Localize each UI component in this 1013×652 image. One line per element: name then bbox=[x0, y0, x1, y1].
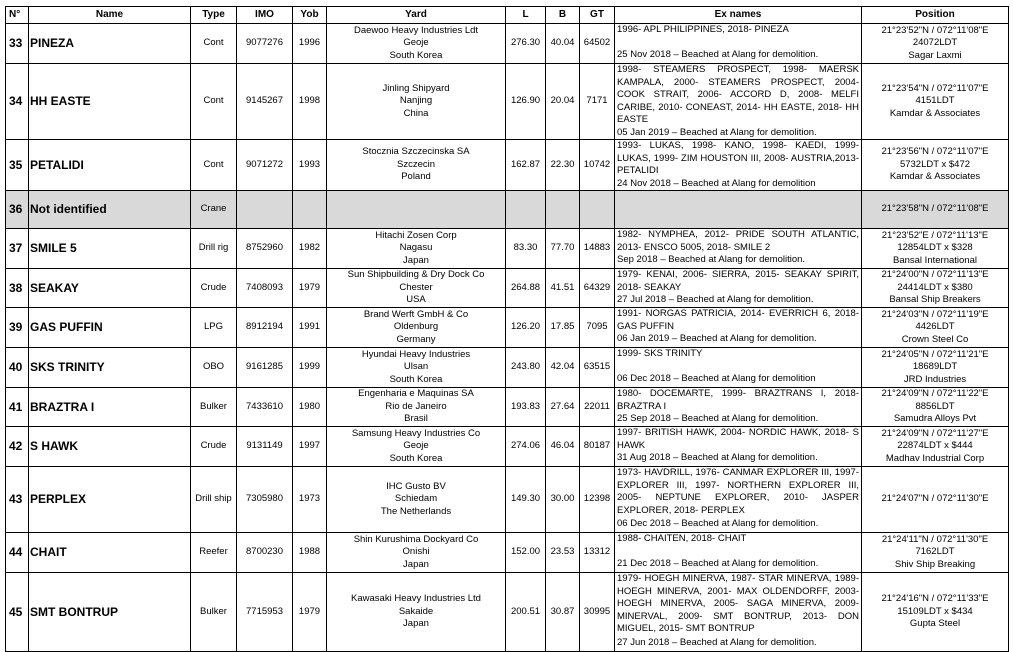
cell-no: 36 bbox=[6, 191, 29, 229]
demolition-note: 25 Sep 2018 – Beached at Alang for demolition. bbox=[617, 413, 819, 424]
position-line: 4426LDT bbox=[915, 321, 955, 333]
ex-names-text: 1993- LUKAS, 1998- KANO, 1998- KAEDI, 1999- LUKAS, 1999- ZIM HOUSTON III, 2008- AUSTRIA,2013- PETALIDI bbox=[617, 140, 859, 176]
cell-length: 126.20 bbox=[506, 308, 546, 348]
table-row bbox=[6, 348, 1009, 388]
cell-ship-name: SKS TRINITY bbox=[29, 348, 191, 388]
table-row bbox=[6, 388, 1009, 427]
cell-length: 193.83 bbox=[506, 388, 546, 427]
position-line: JRD Industries bbox=[903, 373, 967, 385]
cell-ship-name: SEAKAY bbox=[29, 269, 191, 308]
ex-names-text: 1996- APL PHILIPPINES, 2018- PINEZA bbox=[617, 24, 789, 35]
cell-yard bbox=[327, 573, 506, 652]
yard-line: Samsung Heavy Industries Co bbox=[351, 427, 481, 439]
cell-type: OBO bbox=[191, 348, 237, 388]
demolition-note: 05 Jan 2019 – Beached at Alang for demolition. bbox=[617, 126, 817, 138]
yard-line: Oldenburg bbox=[393, 321, 439, 333]
cell-imo: 7408093 bbox=[237, 269, 293, 308]
position-line: 18689LDT bbox=[912, 361, 958, 373]
cell-imo: 7305980 bbox=[237, 467, 293, 533]
yard-line: China bbox=[403, 107, 429, 119]
cell-length: 162.87 bbox=[506, 140, 546, 191]
cell-yard bbox=[327, 140, 506, 191]
position-line: 21°23'58"N / 072°11'08"E bbox=[881, 203, 989, 215]
position-line: 21°23'52"E / 072°11'13"E bbox=[881, 229, 989, 241]
cell-beam: 30.87 bbox=[546, 573, 580, 652]
cell-gt bbox=[580, 191, 615, 229]
yard-line: South Korea bbox=[389, 373, 443, 385]
cell-gt: 63515 bbox=[580, 348, 615, 388]
cell-length: 200.51 bbox=[506, 573, 546, 652]
position-line: Shiv Ship Breaking bbox=[894, 558, 976, 570]
cell-position bbox=[862, 427, 1009, 467]
demolition-note: 25 Nov 2018 – Beached at Alang for demolition. bbox=[617, 48, 819, 60]
cell-length: 152.00 bbox=[506, 533, 546, 573]
table-row bbox=[6, 229, 1009, 269]
ex-names-text: 1988- CHAITEN, 2018- CHAIT bbox=[617, 533, 747, 544]
yard-line: Brasil bbox=[404, 413, 428, 425]
cell-gt: 7171 bbox=[580, 64, 615, 140]
cell-ex-names bbox=[615, 308, 862, 348]
position-line: 15109LDT x $434 bbox=[897, 605, 973, 617]
cell-type: Cont bbox=[191, 140, 237, 191]
cell-type: Cont bbox=[191, 24, 237, 64]
cell-position bbox=[862, 140, 1009, 191]
demolition-note: 24 Nov 2018 – Beached at Alang for demolition bbox=[617, 177, 816, 189]
cell-length bbox=[506, 191, 546, 229]
cell-no: 38 bbox=[6, 269, 29, 308]
cell-yob: 1988 bbox=[293, 533, 327, 573]
cell-ex-names bbox=[615, 467, 862, 533]
demolition-note: 06 Dec 2018 – Beached at Alang for demolition. bbox=[617, 518, 819, 529]
position-line: 21°23'54"N / 072°11'07"E bbox=[881, 82, 989, 94]
ex-names-text: 1999- SKS TRINITY bbox=[617, 348, 703, 359]
cell-position bbox=[862, 269, 1009, 308]
yard-line: Brand Werft GmbH & Co bbox=[363, 308, 469, 320]
cell-yob: 1991 bbox=[293, 308, 327, 348]
ex-names-text: 1979- KENAI, 2006- SIERRA, 2015- SEAKAY SPIRIT, 2018- SEAKAY bbox=[617, 269, 859, 293]
yard-line: Ulsan bbox=[403, 361, 429, 373]
cell-yob bbox=[293, 191, 327, 229]
position-line: Bansal Ship Breakers bbox=[889, 294, 981, 306]
demolition-note: 06 Jan 2019 – Beached at Alang for demolition. bbox=[617, 333, 817, 344]
cell-gt: 7095 bbox=[580, 308, 615, 348]
ship-demolition-table bbox=[5, 6, 1009, 652]
position-line: 21°24'00"N / 072°11'13"E bbox=[881, 269, 989, 281]
cell-yard bbox=[327, 229, 506, 269]
position-line: Sagar Laxmi bbox=[908, 49, 962, 61]
cell-yob: 1997 bbox=[293, 427, 327, 467]
cell-beam: 20.04 bbox=[546, 64, 580, 140]
yard-line: South Korea bbox=[389, 49, 443, 61]
yard-line: Sakaide bbox=[398, 605, 434, 617]
cell-type: Cont bbox=[191, 64, 237, 140]
ex-names-text: 1998- STEAMERS PROSPECT, 1998- MAERSK KAMPALA, 2000- STEAMERS PROSPECT, 2004- COOK STRAIT, 2006- ACCORD D, 2008- MELFI CARIBE, 2010- CONEAST, 2014- HH EASTE, 2018- HH EASTE bbox=[617, 64, 859, 125]
yard-line: Sun Shipbuilding & Dry Dock Co bbox=[347, 269, 485, 281]
cell-gt: 14883 bbox=[580, 229, 615, 269]
cell-ex-names bbox=[615, 348, 862, 388]
cell-ex-names bbox=[615, 24, 862, 64]
cell-yob: 1979 bbox=[293, 573, 327, 652]
position-line: 24072LDT bbox=[912, 37, 958, 49]
yard-line: Geoje bbox=[403, 440, 429, 452]
position-line: 21°24'09"N / 072°11'27"E bbox=[881, 427, 989, 439]
table-row bbox=[6, 269, 1009, 308]
cell-type: Crude bbox=[191, 269, 237, 308]
cell-gt: 10742 bbox=[580, 140, 615, 191]
cell-beam: 22.30 bbox=[546, 140, 580, 191]
cell-position bbox=[862, 308, 1009, 348]
yard-line: Nanjing bbox=[399, 95, 433, 107]
cell-beam: 40.04 bbox=[546, 24, 580, 64]
cell-yob: 1973 bbox=[293, 467, 327, 533]
cell-ship-name: PINEZA bbox=[29, 24, 191, 64]
cell-no: 41 bbox=[6, 388, 29, 427]
cell-ship-name: PETALIDI bbox=[29, 140, 191, 191]
cell-imo bbox=[237, 191, 293, 229]
cell-beam bbox=[546, 191, 580, 229]
cell-ship-name: BRAZTRA I bbox=[29, 388, 191, 427]
position-line: 22874LDT x $444 bbox=[897, 440, 973, 452]
cell-ex-names bbox=[615, 427, 862, 467]
cell-yard bbox=[327, 64, 506, 140]
yard-line: IHC Gusto BV bbox=[386, 480, 446, 492]
cell-ex-names bbox=[615, 229, 862, 269]
yard-line: Jinling Shipyard bbox=[382, 82, 450, 94]
cell-gt: 64329 bbox=[580, 269, 615, 308]
cell-position bbox=[862, 533, 1009, 573]
position-line: 21°24'07"N / 072°11'30"E bbox=[881, 493, 989, 505]
header-row bbox=[6, 7, 1009, 24]
cell-yob: 1999 bbox=[293, 348, 327, 388]
position-line: Bansal International bbox=[893, 254, 977, 266]
cell-position bbox=[862, 573, 1009, 652]
cell-type: LPG bbox=[191, 308, 237, 348]
cell-beam: 30.00 bbox=[546, 467, 580, 533]
cell-position bbox=[862, 388, 1009, 427]
cell-ex-names bbox=[615, 64, 862, 140]
cell-imo: 8752960 bbox=[237, 229, 293, 269]
position-line: Gupta Steel bbox=[909, 618, 961, 630]
cell-ship-name: S HAWK bbox=[29, 427, 191, 467]
yard-line: Schiedam bbox=[394, 493, 438, 505]
yard-line: Japan bbox=[403, 254, 429, 266]
cell-imo: 9161285 bbox=[237, 348, 293, 388]
position-line: 8856LDT bbox=[915, 400, 955, 412]
position-line: 7162LDT bbox=[915, 546, 955, 558]
ex-names-text: 1973- HAVDRILL, 1976- CANMAR EXPLORER III, 1997- EXPLORER III, 1997- NORTHERN EXPLORER III, 2005- NEPTUNE EXPLORER, 2010- JASPER EXPLORER, 2018- PERPLEX bbox=[617, 467, 859, 516]
table-row bbox=[6, 24, 1009, 64]
position-line: 5732LDT x $472 bbox=[899, 158, 971, 170]
cell-type: Bulker bbox=[191, 573, 237, 652]
cell-imo: 7715953 bbox=[237, 573, 293, 652]
cell-beam: 42.04 bbox=[546, 348, 580, 388]
cell-no: 42 bbox=[6, 427, 29, 467]
position-line: 21°24'09"N / 072°11'22"E bbox=[881, 388, 989, 400]
cell-imo: 9071272 bbox=[237, 140, 293, 191]
cell-position bbox=[862, 348, 1009, 388]
cell-type: Drill rig bbox=[191, 229, 237, 269]
demolition-note: 27 Jun 2018 – Beached at Alang for demolition. bbox=[617, 636, 817, 648]
cell-ship-name: CHAIT bbox=[29, 533, 191, 573]
ex-names-text: 1980- DOCEMARTE, 1999- BRAZTRANS I, 2018- BRAZTRA I bbox=[617, 388, 859, 412]
cell-no: 33 bbox=[6, 24, 29, 64]
position-line: Madhav Industrial Corp bbox=[885, 452, 985, 464]
cell-imo: 9145267 bbox=[237, 64, 293, 140]
cell-ship-name: GAS PUFFIN bbox=[29, 308, 191, 348]
position-line: 21°24'11"N / 072°11'30"E bbox=[881, 533, 989, 545]
cell-beam: 27.64 bbox=[546, 388, 580, 427]
col-header-name: Name bbox=[29, 7, 191, 24]
cell-ex-names bbox=[615, 269, 862, 308]
yard-line: Japan bbox=[403, 558, 429, 570]
cell-yard bbox=[327, 388, 506, 427]
cell-length: 126.90 bbox=[506, 64, 546, 140]
yard-line: Engenharia e Maquinas SA bbox=[358, 388, 474, 400]
col-header-position: Position bbox=[862, 7, 1009, 24]
cell-imo: 9077276 bbox=[237, 24, 293, 64]
cell-no: 45 bbox=[6, 573, 29, 652]
ex-names-text: 1979- HOEGH MINERVA, 1987- STAR MINERVA, 1989- HOEGH MINERVA, 2001- MAX OLDENDORFF, 2003- HOEGH MINERVA, 2005- SAGA MINERVA, 2009- MINERVAL, 2009- SMT BONTRUP, 2013- DON MIGUEL, 2015- SMT BONTRUP bbox=[617, 573, 859, 634]
col-header-length: L bbox=[506, 7, 546, 24]
cell-type: Drill ship bbox=[191, 467, 237, 533]
yard-line: Shin Kurushima Dockyard Co bbox=[353, 533, 479, 545]
yard-line: South Korea bbox=[389, 452, 443, 464]
table-body bbox=[6, 24, 1009, 652]
yard-line: Rio de Janeiro bbox=[385, 400, 447, 412]
cell-imo: 9131149 bbox=[237, 427, 293, 467]
cell-position bbox=[862, 64, 1009, 140]
col-header-yob: Yob bbox=[293, 7, 327, 24]
col-header-imo: IMO bbox=[237, 7, 293, 24]
position-line: Kamdar & Associates bbox=[889, 171, 981, 183]
cell-length: 149.30 bbox=[506, 467, 546, 533]
cell-beam: 23.53 bbox=[546, 533, 580, 573]
position-line: Kamdar & Associates bbox=[889, 107, 981, 119]
cell-no: 37 bbox=[6, 229, 29, 269]
yard-line: The Netherlands bbox=[380, 505, 452, 517]
cell-length: 274.06 bbox=[506, 427, 546, 467]
position-line: 21°24'05"N / 072°11'21"E bbox=[881, 348, 989, 360]
cell-gt: 30995 bbox=[580, 573, 615, 652]
cell-length: 243.80 bbox=[506, 348, 546, 388]
position-line: Crown Steel Co bbox=[901, 333, 969, 345]
yard-line: Germany bbox=[396, 333, 436, 345]
cell-length: 264.88 bbox=[506, 269, 546, 308]
demolition-note: 27 Jul 2018 – Beached at Alang for demolition. bbox=[617, 294, 814, 305]
position-line: 24414LDT x $380 bbox=[897, 281, 973, 293]
position-line: 4151LDT bbox=[915, 95, 955, 107]
table-row bbox=[6, 427, 1009, 467]
position-line: 12854LDT x $328 bbox=[897, 242, 973, 254]
cell-yob: 1998 bbox=[293, 64, 327, 140]
cell-no: 39 bbox=[6, 308, 29, 348]
cell-ex-names bbox=[615, 388, 862, 427]
cell-gt: 80187 bbox=[580, 427, 615, 467]
yard-line: Stocznia Szczecinska SA bbox=[362, 146, 470, 158]
table-row bbox=[6, 467, 1009, 533]
demolition-note: 06 Dec 2018 – Beached at Alang for demolition bbox=[617, 372, 816, 384]
yard-line: Onishi bbox=[402, 546, 430, 558]
col-header-type: Type bbox=[191, 7, 237, 24]
cell-gt: 64502 bbox=[580, 24, 615, 64]
cell-yard bbox=[327, 467, 506, 533]
yard-line: Szczecin bbox=[396, 158, 435, 170]
demolition-note: 31 Aug 2018 – Beached at Alang for demolition. bbox=[617, 452, 818, 463]
yard-line: Chester bbox=[399, 281, 433, 293]
cell-yard bbox=[327, 24, 506, 64]
yard-line: Nagasu bbox=[399, 242, 433, 254]
cell-ship-name: PERPLEX bbox=[29, 467, 191, 533]
cell-yob: 1979 bbox=[293, 269, 327, 308]
ex-names-text: 1982- NYMPHEA, 2012- PRIDE SOUTH ATLANTIC, 2013- ENSCO 5005, 2018- SMILE 2 bbox=[617, 229, 859, 253]
cell-no: 35 bbox=[6, 140, 29, 191]
cell-yob: 1982 bbox=[293, 229, 327, 269]
cell-gt: 13312 bbox=[580, 533, 615, 573]
cell-yard bbox=[327, 308, 506, 348]
cell-yard bbox=[327, 269, 506, 308]
cell-no: 34 bbox=[6, 64, 29, 140]
cell-length: 83.30 bbox=[506, 229, 546, 269]
cell-ex-names bbox=[615, 573, 862, 652]
cell-gt: 12398 bbox=[580, 467, 615, 533]
cell-yob: 1993 bbox=[293, 140, 327, 191]
position-line: 21°24'16"N / 072°11'33"E bbox=[881, 593, 989, 605]
yard-line: Hitachi Zosen Corp bbox=[375, 229, 457, 241]
cell-yard bbox=[327, 191, 506, 229]
cell-imo: 8912194 bbox=[237, 308, 293, 348]
position-line: 21°24'03"N / 072°11'19"E bbox=[881, 308, 989, 320]
cell-type: Crane bbox=[191, 191, 237, 229]
cell-imo: 7433610 bbox=[237, 388, 293, 427]
position-line: 21°23'52"N / 072°11'08"E bbox=[881, 24, 989, 36]
table-row bbox=[6, 573, 1009, 652]
yard-line: Kawasaki Heavy Industries Ltd bbox=[351, 593, 481, 605]
table-row bbox=[6, 533, 1009, 573]
ex-names-text: 1997- BRITISH HAWK, 2004- NORDIC HAWK, 2018- S HAWK bbox=[617, 427, 859, 451]
yard-line: Japan bbox=[403, 618, 429, 630]
cell-position bbox=[862, 24, 1009, 64]
cell-yob: 1980 bbox=[293, 388, 327, 427]
table-row bbox=[6, 191, 1009, 229]
cell-imo: 8700230 bbox=[237, 533, 293, 573]
cell-beam: 41.51 bbox=[546, 269, 580, 308]
demolition-note: 21 Dec 2018 – Beached at Alang for demolition. bbox=[617, 557, 819, 569]
cell-type: Crude bbox=[191, 427, 237, 467]
cell-yob: 1996 bbox=[293, 24, 327, 64]
table-row bbox=[6, 308, 1009, 348]
cell-ship-name: Not identified bbox=[29, 191, 191, 229]
demolition-note: Sep 2018 – Beached at Alang for demolition. bbox=[617, 254, 806, 265]
yard-line: Poland bbox=[401, 171, 431, 183]
table-row bbox=[6, 140, 1009, 191]
col-header-beam: B bbox=[546, 7, 580, 24]
cell-gt: 22011 bbox=[580, 388, 615, 427]
cell-ex-names bbox=[615, 140, 862, 191]
cell-ship-name: HH EASTE bbox=[29, 64, 191, 140]
cell-yard bbox=[327, 348, 506, 388]
cell-yard bbox=[327, 427, 506, 467]
cell-position bbox=[862, 191, 1009, 229]
cell-position bbox=[862, 467, 1009, 533]
yard-line: Geoje bbox=[403, 37, 429, 49]
cell-ex-names bbox=[615, 533, 862, 573]
cell-beam: 77.70 bbox=[546, 229, 580, 269]
col-header-ex-names: Ex names bbox=[615, 7, 862, 24]
col-header-yard: Yard bbox=[327, 7, 506, 24]
cell-type: Reefer bbox=[191, 533, 237, 573]
position-line: 21°23'56"N / 072°11'07"E bbox=[881, 146, 989, 158]
yard-line: Hyundai Heavy Industries bbox=[361, 348, 471, 360]
position-line: Samudra Alloys Pvt bbox=[893, 413, 977, 425]
ex-names-text: 1991- NORGAS PATRICIA, 2014- EVERRICH 6, 2018- GAS PUFFIN bbox=[617, 308, 859, 332]
col-header-no: N° bbox=[6, 7, 29, 24]
cell-beam: 17.85 bbox=[546, 308, 580, 348]
cell-ex-names bbox=[615, 191, 862, 229]
cell-length: 276.30 bbox=[506, 24, 546, 64]
cell-no: 43 bbox=[6, 467, 29, 533]
cell-yard bbox=[327, 533, 506, 573]
col-header-gt: GT bbox=[580, 7, 615, 24]
cell-position bbox=[862, 229, 1009, 269]
cell-no: 44 bbox=[6, 533, 29, 573]
cell-ship-name: SMT BONTRUP bbox=[29, 573, 191, 652]
yard-line: USA bbox=[406, 294, 426, 306]
cell-beam: 46.04 bbox=[546, 427, 580, 467]
table-row bbox=[6, 64, 1009, 140]
cell-ship-name: SMILE 5 bbox=[29, 229, 191, 269]
yard-line: Daewoo Heavy Industries Ldt bbox=[353, 24, 479, 36]
cell-type: Bulker bbox=[191, 388, 237, 427]
cell-no: 40 bbox=[6, 348, 29, 388]
